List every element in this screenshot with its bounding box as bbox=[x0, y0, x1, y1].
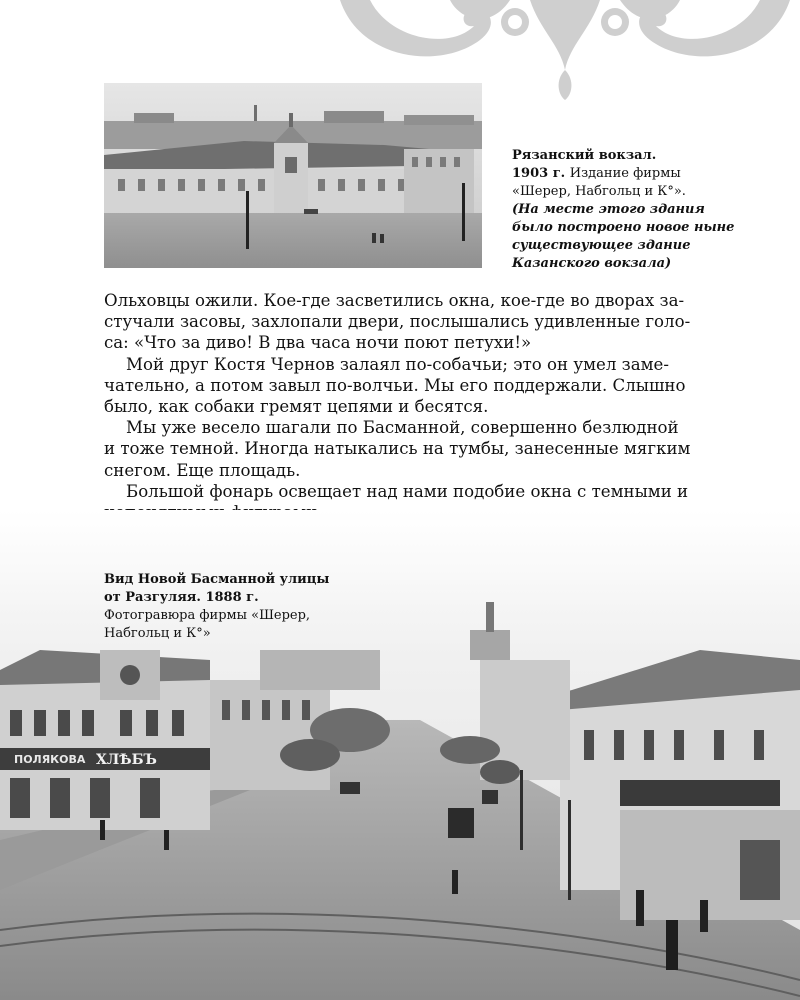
text-line: было, как собаки гремят цепями и бесятся. bbox=[104, 397, 489, 417]
text-line: стучали засовы, захлопали двери, послышались удивленные голо- bbox=[104, 312, 691, 332]
bottom-photo-caption bbox=[104, 571, 364, 643]
text-line: Большой фонарь освещает над нами подобие окна с темными и bbox=[126, 481, 689, 501]
text-line: Мы уже весело шагали по Басманной, совершенно безлюдной bbox=[126, 418, 679, 438]
caption-note-line: существующее здание bbox=[512, 238, 691, 253]
caption-publisher: Издание фирмы bbox=[569, 166, 681, 181]
text-line: Мой друг Костя Чернов залаял по-собачьи; это он умел заме- bbox=[126, 354, 669, 374]
text-line: Ольховцы ожили. Кое-где засветились окна, кое-где во дворах за- bbox=[104, 291, 685, 310]
text-line: са: «Что за диво! В два часа ночи поют петухи!» bbox=[104, 333, 532, 353]
text-line: чательно, а потом завыл по-волчьи. Мы его поддержали. Слышно bbox=[104, 375, 686, 395]
caption-credit: Набгольц и К°» bbox=[104, 626, 211, 641]
caption-note-line: было построено новое ныне bbox=[512, 220, 735, 235]
caption-note-line: (На месте этого здания bbox=[512, 202, 705, 217]
caption-title: Вид Новой Басманной улицы bbox=[104, 572, 330, 587]
text-line: снегом. Еще площадь. bbox=[104, 460, 301, 480]
caption-publisher-name: «Шерер, Набгольц и К°». bbox=[512, 184, 686, 199]
top-photo-caption bbox=[512, 147, 772, 273]
caption-title: от Разгуляя. 1888 г. bbox=[104, 590, 259, 605]
caption-year: 1903 г. bbox=[512, 166, 566, 181]
caption-note-line: Казанского вокзала) bbox=[512, 256, 672, 271]
ryazan-station-photo bbox=[104, 83, 482, 268]
shop-sign-bread: ХЛѢБЪ bbox=[96, 752, 157, 768]
shop-sign-left: ПОЛЯКОВА bbox=[14, 753, 86, 766]
caption-title: Рязанский вокзал. bbox=[512, 148, 657, 163]
text-line: и тоже темной. Иногда натыкались на тумбы, занесенные мягким bbox=[104, 439, 691, 459]
caption-credit: Фотогравюра фирмы «Шерер, bbox=[104, 608, 311, 623]
